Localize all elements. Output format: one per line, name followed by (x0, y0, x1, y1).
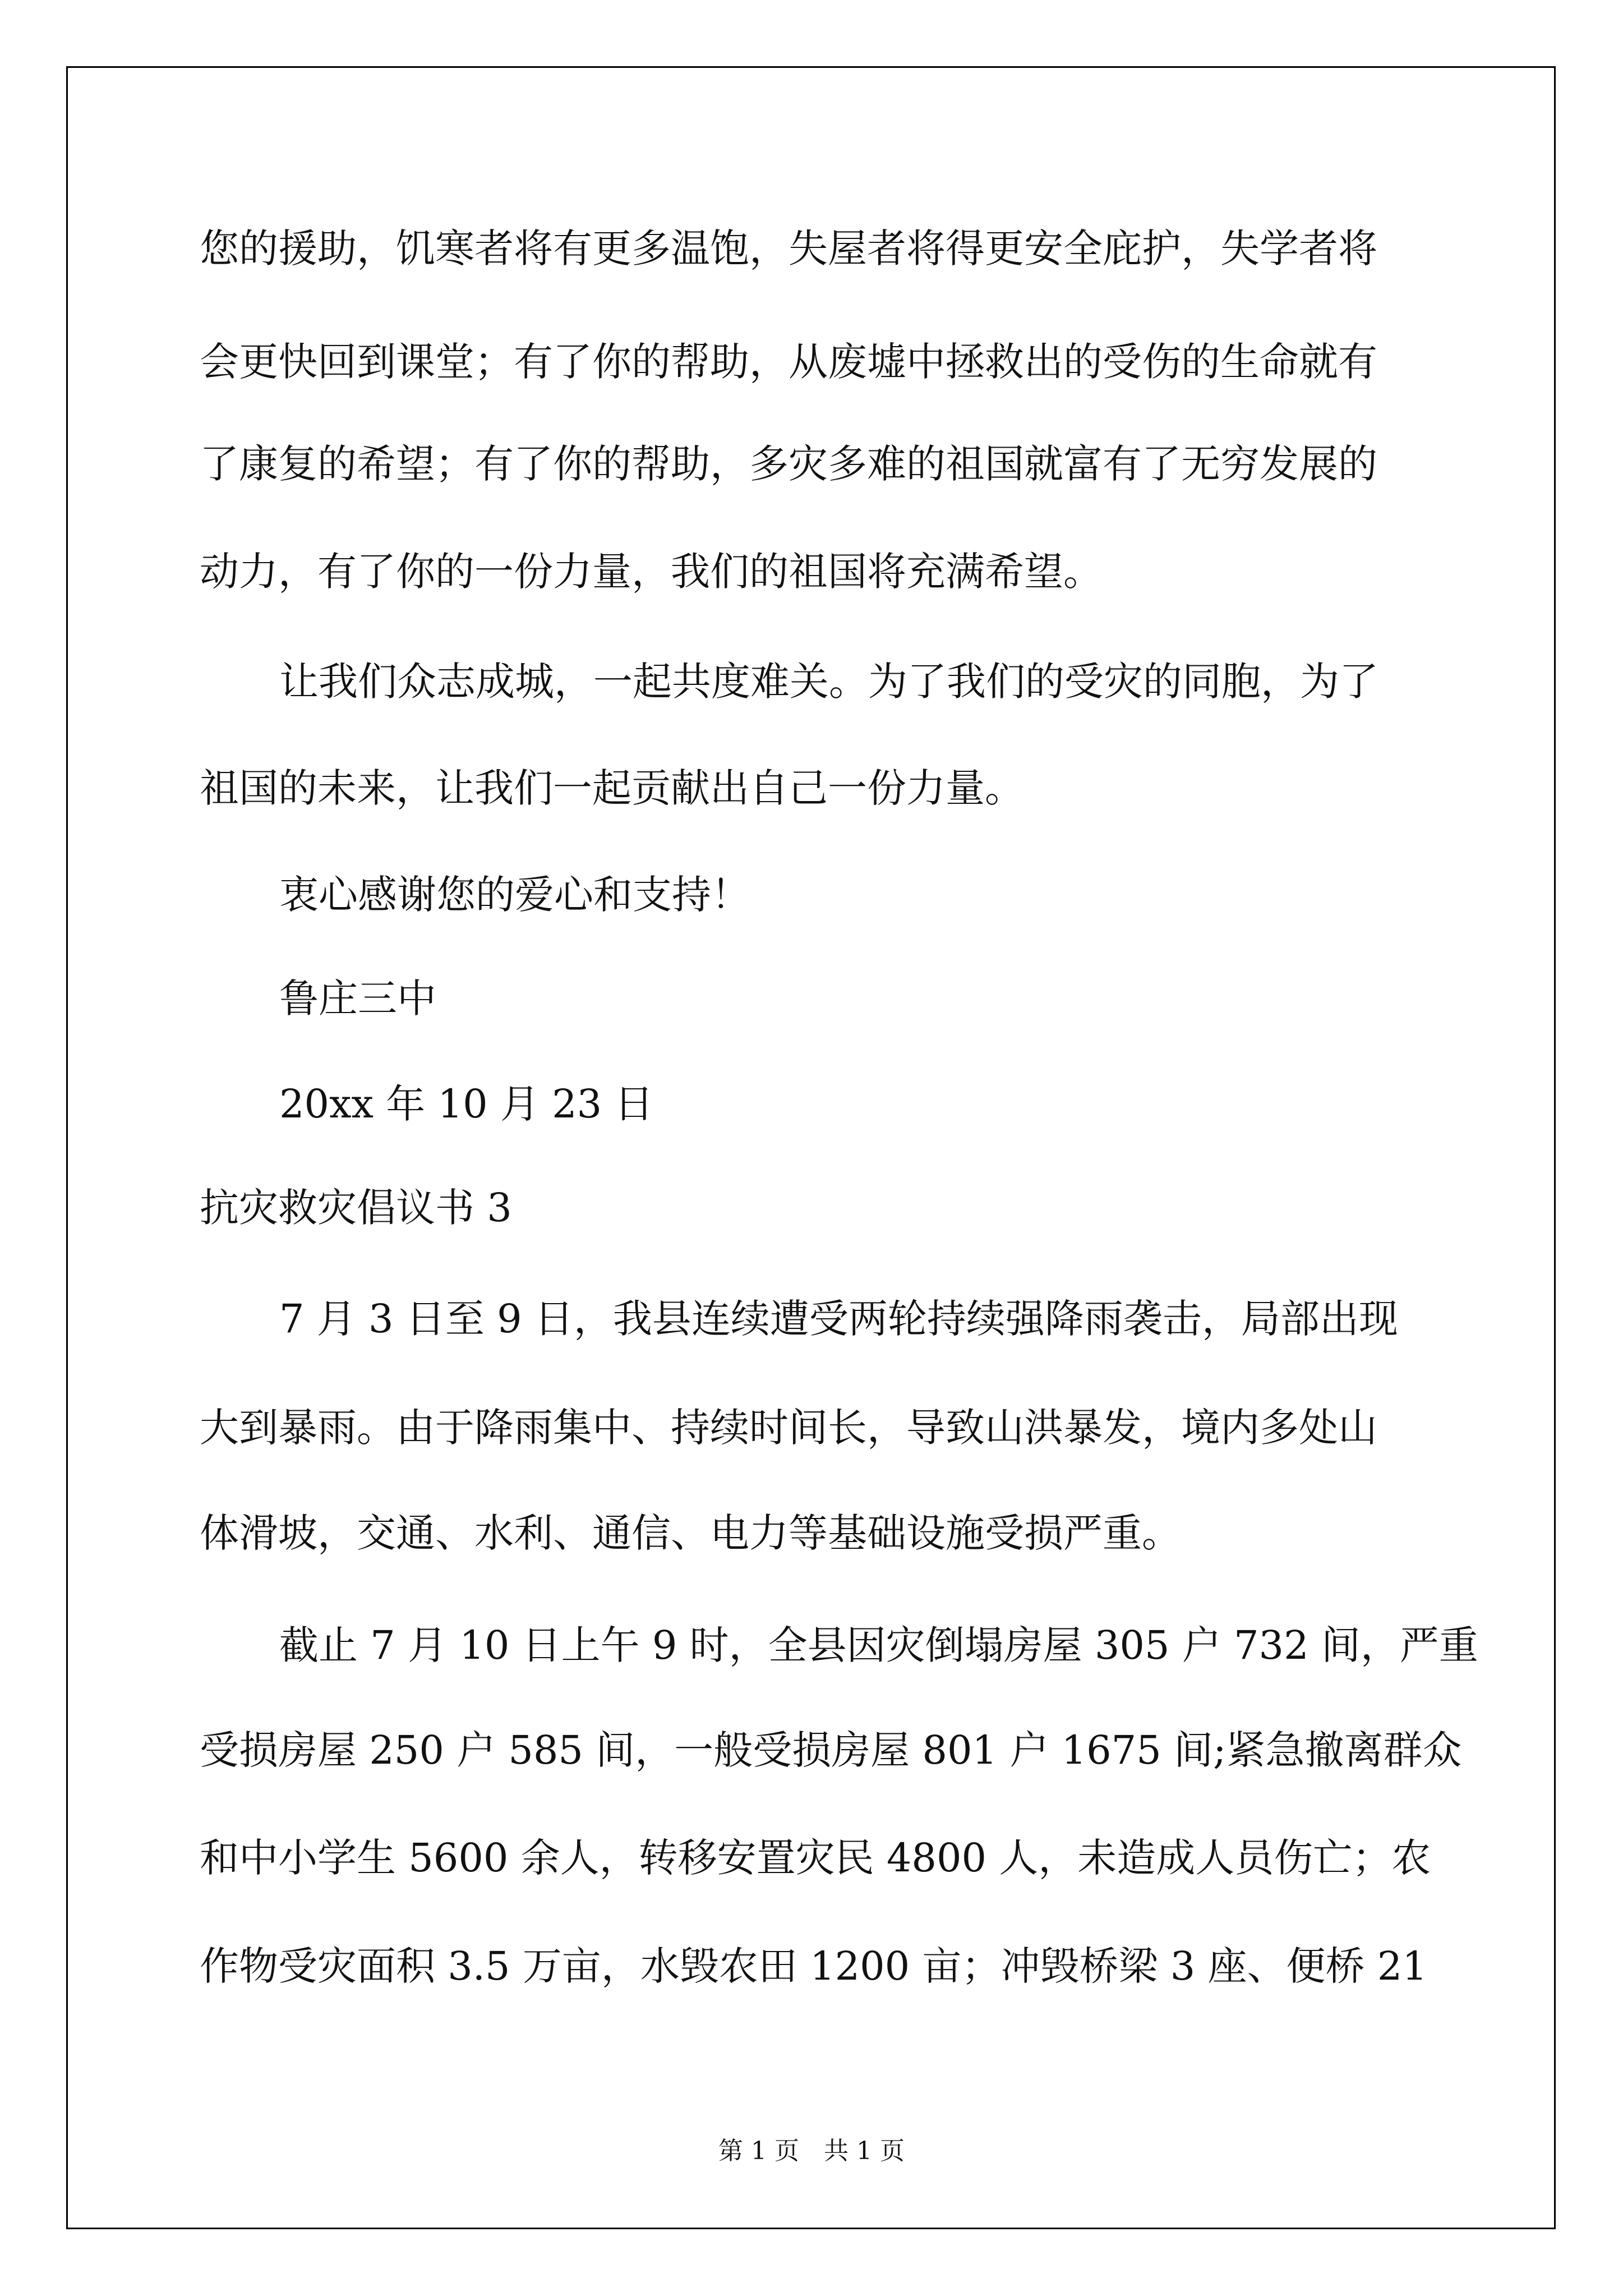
paragraph-2-line-1: 让我们众志成城，一起共度难关。为了我们的受灾的同胞，为了 (279, 659, 1378, 705)
paragraph-4-line-4: 作物受灾面积 3.5 万亩，水毁农田 1200 亩；冲毁桥梁 3 座、便桥 21 (200, 1943, 1427, 1989)
paragraph-3-line-2: 大到暴雨。由于降雨集中、持续时间长，导致山洪暴发，境内多处山 (200, 1405, 1377, 1451)
paragraph-1-line-2: 会更快回到课堂；有了你的帮助，从废墟中拯救出的受伤的生命就有 (200, 339, 1377, 385)
paragraph-2-line-2: 祖国的未来，让我们一起贡献出自己一份力量。 (200, 765, 1024, 811)
page-footer (0, 2139, 1623, 2164)
paragraph-3-line-1: 7 月 3 日至 9 日，我县连续遭受两轮持续强降雨袭击，局部出现 (279, 1296, 1398, 1342)
page-border (66, 66, 1556, 2229)
paragraph-4-line-2: 受损房屋 250 户 585 间，一般受损房屋 801 户 1675 间;紧急撤离群众 (200, 1727, 1462, 1773)
page-number: 第 1 页 (718, 2137, 799, 2165)
thanks-line: 衷心感谢您的爱心和支持！ (279, 872, 750, 918)
paragraph-1-line-1: 您的援助，饥寒者将有更多温饱，失屋者将得更安全庇护，失学者将 (200, 226, 1377, 272)
page-total: 共 1 页 (824, 2137, 905, 2165)
signature-date: 20xx 年 10 月 23 日 (279, 1081, 654, 1127)
paragraph-1-line-4: 动力，有了你的一份力量，我们的祖国将充满希望。 (200, 549, 1103, 595)
signature-school: 鲁庄三中 (279, 976, 436, 1022)
paragraph-4-line-1: 截止 7 月 10 日上午 9 时，全县因灾倒塌房屋 305 户 732 间，严重 (279, 1622, 1478, 1668)
paragraph-4-line-3: 和中小学生 5600 余人，转移安置灾民 4800 人，未造成人员伤亡；农 (200, 1835, 1431, 1881)
paragraph-1-line-3: 了康复的希望；有了你的帮助，多灾多难的祖国就富有了无穷发展的 (200, 441, 1377, 487)
paragraph-3-line-3: 体滑坡，交通、水利、通信、电力等基础设施受损严重。 (200, 1510, 1181, 1556)
section-heading: 抗灾救灾倡议书 3 (200, 1185, 512, 1231)
